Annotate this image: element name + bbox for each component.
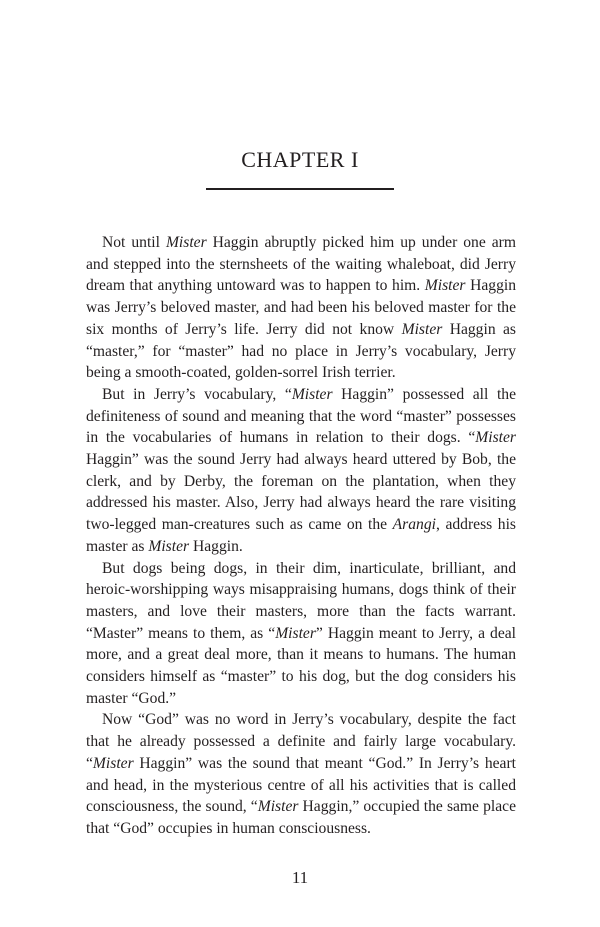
text-run: Not until	[102, 234, 166, 251]
text-run: But dogs being dogs, in their dim, inarticulate, brilliant, and heroic-worshipping ways misappraising humans, dogs think of their masters, and love their masters, more than the facts warrant. “Master” means to them, as “	[86, 559, 516, 642]
body-text	[86, 232, 516, 840]
italic-text: Mister	[424, 277, 466, 295]
text-run: Haggin was Jerry’s beloved master, and had been his beloved master for the six months of Jerry’s life. Jerry did not know	[86, 277, 516, 338]
italic-text: Mister	[275, 624, 316, 642]
italic-text: Mister	[401, 320, 443, 338]
italic-text: Arangi	[392, 516, 436, 534]
text-run: Haggin abruptly picked him up under one arm and stepped into the sternsheets of the waiting whaleboat, did Jerry dream that anything untoward was to happen to him.	[86, 234, 516, 295]
text-run: But in Jerry’s vocabulary, “	[102, 385, 292, 403]
paragraph	[86, 558, 516, 710]
paragraph	[86, 384, 516, 558]
chapter-title-rule	[206, 188, 394, 190]
text-run: Haggin.	[189, 537, 243, 555]
paragraph	[86, 232, 516, 384]
italic-text: Mister	[148, 537, 190, 555]
italic-text: Mister	[291, 385, 333, 403]
text-run: Now “God” was no word in Jerry’s vocabulary, despite the fact that he already possessed a definite and fairly large vocabulary. “	[86, 711, 516, 772]
text-run: Haggin” was the sound that meant “God.” In Jerry’s heart and head, in the mysterious centre of all his activities that is called consciousness, the sound, “	[86, 754, 516, 816]
text-run: Haggin as “master,” for “master” had no place in Jerry’s vocabulary, Jerry being a smooth-coated, golden-sorrel Irish terrier.	[86, 320, 516, 382]
page-number: 11	[291, 868, 309, 887]
text-run: , address his master as	[86, 516, 516, 555]
italic-text: Mister	[92, 754, 134, 772]
text-run: Haggin” was the sound Jerry had always heard uttered by Bob, the clerk, and by Derby, the foreman on the plantation, when they addressed his master. Also, Jerry had always heard the rare visiting two-legged man-creatures such as came on the	[86, 451, 516, 534]
text-run: Haggin” possessed all the definiteness of sound and meaning that the word “master” possesses in the vocabularies of humans in relation to their dogs. “	[86, 385, 516, 447]
italic-text: Mister	[257, 798, 299, 816]
text-run: Haggin,” occupied the same place that “God” occupies in human consciousness.	[86, 798, 516, 837]
italic-text: Mister	[165, 234, 207, 251]
paragraph	[86, 709, 516, 839]
italic-text: Mister	[475, 429, 516, 447]
text-run: ” Haggin meant to Jerry, a deal more, and a great deal more, than it means to humans. The human considers himself as “master” to his dog, but the dog considers his master “God.”	[86, 624, 517, 707]
chapter-title: CHAPTER I	[241, 147, 359, 172]
